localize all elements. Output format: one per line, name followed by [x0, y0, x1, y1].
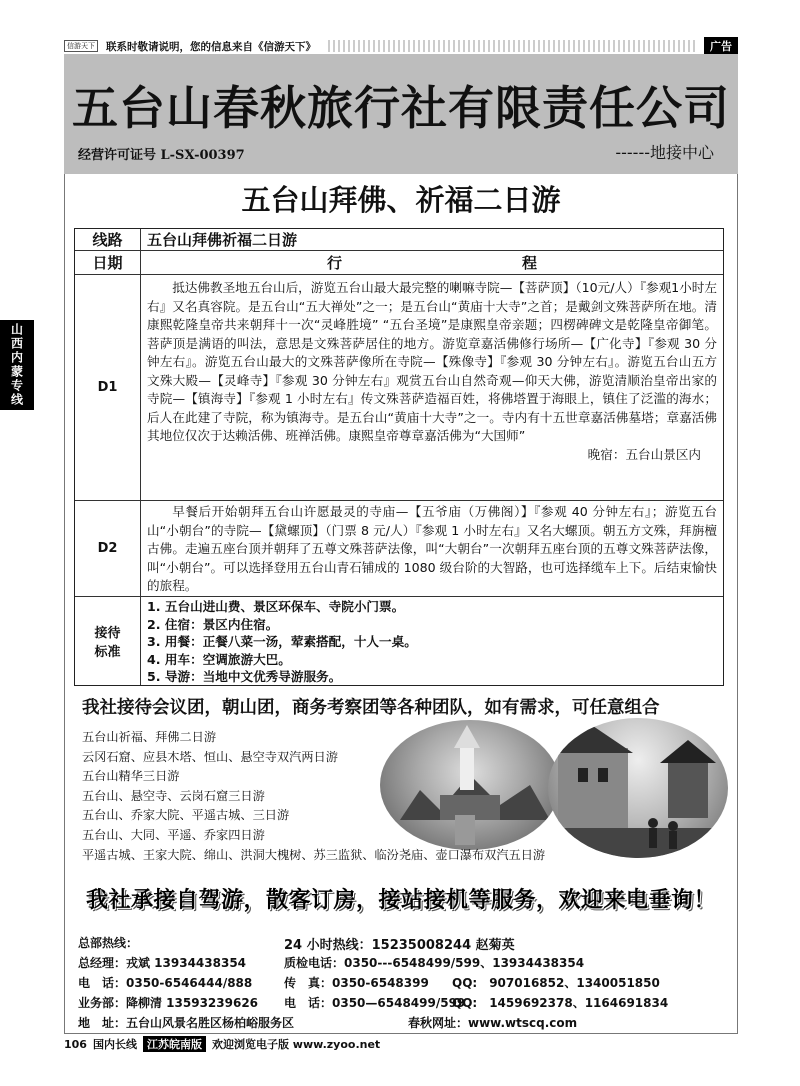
qq-numbers-1: QQ: 907016852、1340051850: [452, 976, 660, 990]
quality-check-phone: 质检电话：0350---6548499/599、13934438354: [284, 956, 585, 970]
day1-cell: [141, 275, 723, 500]
tour-item: 五台山精华三日游: [82, 769, 180, 784]
group-services-line: 我社接待会议团，朝山团，商务考察团等各种团队，如有需求，可任意组合: [82, 698, 660, 718]
side-tab: 山西内蒙专线: [0, 320, 34, 410]
services-slogan: 我社承接自驾游，散客订房，接站接机等服务，欢迎来电垂询！: [85, 888, 716, 913]
company-name: 五台山春秋旅行社有限责任公司: [72, 81, 730, 135]
header-banner: [64, 54, 738, 174]
address: 地 址：五台山风景名胜区杨柏峪服务区: [78, 1016, 295, 1030]
standard-item: 3. 用餐：正餐八菜一汤，荤素搭配，十人一桌。: [147, 634, 417, 650]
day2-cell: [141, 501, 723, 596]
day1-label: D1: [75, 275, 141, 500]
reception-center: ------地接中心: [615, 143, 714, 162]
day1-row: [75, 275, 723, 501]
phone-line: [78, 974, 728, 992]
page-number: 106: [64, 1037, 87, 1051]
standard-item: 2. 住宿：景区内住宿。: [147, 616, 279, 632]
fax-number: 传 真：0350-6548399: [284, 976, 429, 990]
date-label: 日期: [75, 251, 141, 274]
section-name: 国内长线: [92, 1038, 137, 1051]
standard-label: 接待标准: [75, 597, 141, 685]
top-strip: [64, 38, 738, 54]
business-dept: 业务部：降柳清 13593239626: [78, 996, 259, 1010]
standard-list: [141, 597, 723, 685]
day2-row: [75, 501, 723, 597]
standard-row: [75, 597, 723, 685]
hotline-label: 总部热线：: [78, 936, 139, 950]
tour-item: 平遥古城、王家大院、绵山、洪洞大槐树、苏三监狱、临汾尧庙、壶口瀑布双汽五日游: [82, 847, 546, 862]
address-line: [78, 1014, 728, 1032]
qq-numbers-2: QQ: 1459692378、1164691834: [452, 996, 669, 1010]
tour-item: 五台山、大同、平遥、乔家四日游: [82, 827, 265, 842]
source-notice: 联系时敬请说明，您的信息来自《信游天下》: [106, 40, 316, 53]
tour-list: [82, 728, 702, 865]
itinerary-label: 行 程: [326, 254, 537, 272]
edition-label: 江苏皖南版: [143, 1036, 206, 1052]
route-value: 五台山拜佛祈福二日游: [147, 231, 298, 249]
day2-text: 早餐后开始朝拜五台山许愿最灵的寺庙—【五爷庙（万佛阁）】『参观 40 分钟左右』；游览五台山“小朝台”的寺院—【黛螺顶】（门票 8 元/人）『参观 1 小时左右』又名大螺顶。朝五方文殊，拜旃檀古佛。走遍五座台顶并朝拜了五尊文殊菩萨法像，叫“大朝台”一次朝拜五座台顶的五尊文殊菩萨法像，叫“小朝台”。可以选择登用五台山青石铺成的 1080 级台阶的大智路，也可选择缆车上下。后结束愉快的旅程。: [147, 504, 717, 593]
day2-label: D2: [75, 501, 141, 596]
standard-item: 5. 导游：当地中文优秀导游服务。: [147, 669, 342, 685]
publisher-logo: 信游天下: [64, 40, 98, 52]
tour-item: 五台山祈福、拜佛二日游: [82, 730, 217, 744]
hotline-line: [78, 934, 728, 952]
tour-item: 五台山、悬空寺、云岗石窟三日游: [82, 788, 265, 803]
hotline-24h: 24 小时热线：15235008244 赵菊英: [284, 938, 515, 953]
gm-line: [78, 954, 728, 972]
website[interactable]: 春秋网址：www.wtscq.com: [408, 1016, 578, 1030]
header-row: [75, 251, 723, 275]
strip-pattern: [328, 40, 696, 52]
page-footer: [64, 1036, 738, 1052]
standard-item: 1. 五台山进山费、景区环保车、寺院小门票。: [147, 599, 405, 614]
site-link[interactable]: 欢迎浏览电子版 www.zyoo.net: [211, 1038, 381, 1051]
business-line: [78, 994, 728, 1012]
license-number: 经营许可证号 L-SX-00397: [78, 148, 245, 163]
tour-item: 五台山、乔家大院、平遥古城、三日游: [82, 808, 290, 823]
general-manager: 总经理：戎斌 13934438354: [78, 956, 247, 970]
tour-title: 五台山拜佛、祈福二日游: [241, 183, 561, 217]
office-phone: 电 话：0350-6546444/888: [78, 976, 253, 990]
standard-item: 4. 用车：空调旅游大巴。: [147, 651, 291, 667]
ad-label: 广告: [704, 37, 738, 55]
day1-stay: 晚宿：五台山景区内: [587, 446, 701, 462]
day1-text: 抵达佛教圣地五台山后，游览五台山最大最完整的喇嘛寺院—【菩萨顶】（10元/人）『参观1小时左右』又名真容院。是五台山“五大禅处”之一；是五台山“黄庙十大寺”之首；是戴剑文殊菩萨所在地。清康熙乾隆皇帝共来朝拜十一次“灵峰胜境” “五台圣境”是康熙皇帝亲题；四楞碑碑文是乾隆皇帝御笔。菩萨顶是满语的叫法，意思是文殊菩萨居住的地方。游览章嘉活佛修行场所—【广化寺】『参观 30 分钟左右』。游览五台山最大的文殊菩萨像所在寺院—【殊像寺】『参观 30 分钟左右』。游览五台山五方文殊大殿—【灵峰寺】『参观 30 分钟左右』观赏五台山自然奇观—仰天大佛，游览清顺治皇帝出家的寺院—【镇海寺】『参观 1 小时左右』传文殊菩萨造福百姓，将佛塔置于海眼上，镇住了泛滥的海水；后人在此建了寺院，称为镇海寺。是五台山“黄庙十大寺”之一。寺内有十五世章嘉活佛墓塔；章嘉活佛其地位仅次于达赖活佛、班禅活佛。康熙皇帝尊章嘉活佛为“大国师”: [147, 280, 717, 443]
itinerary-table: [74, 228, 724, 686]
route-row: [75, 229, 723, 251]
tour-item: 云冈石窟、应县木塔、恒山、悬空寺双汽两日游: [82, 749, 338, 764]
business-phone: 电 话：0350—6548499/599: [284, 996, 466, 1010]
route-label: 线路: [75, 229, 141, 250]
